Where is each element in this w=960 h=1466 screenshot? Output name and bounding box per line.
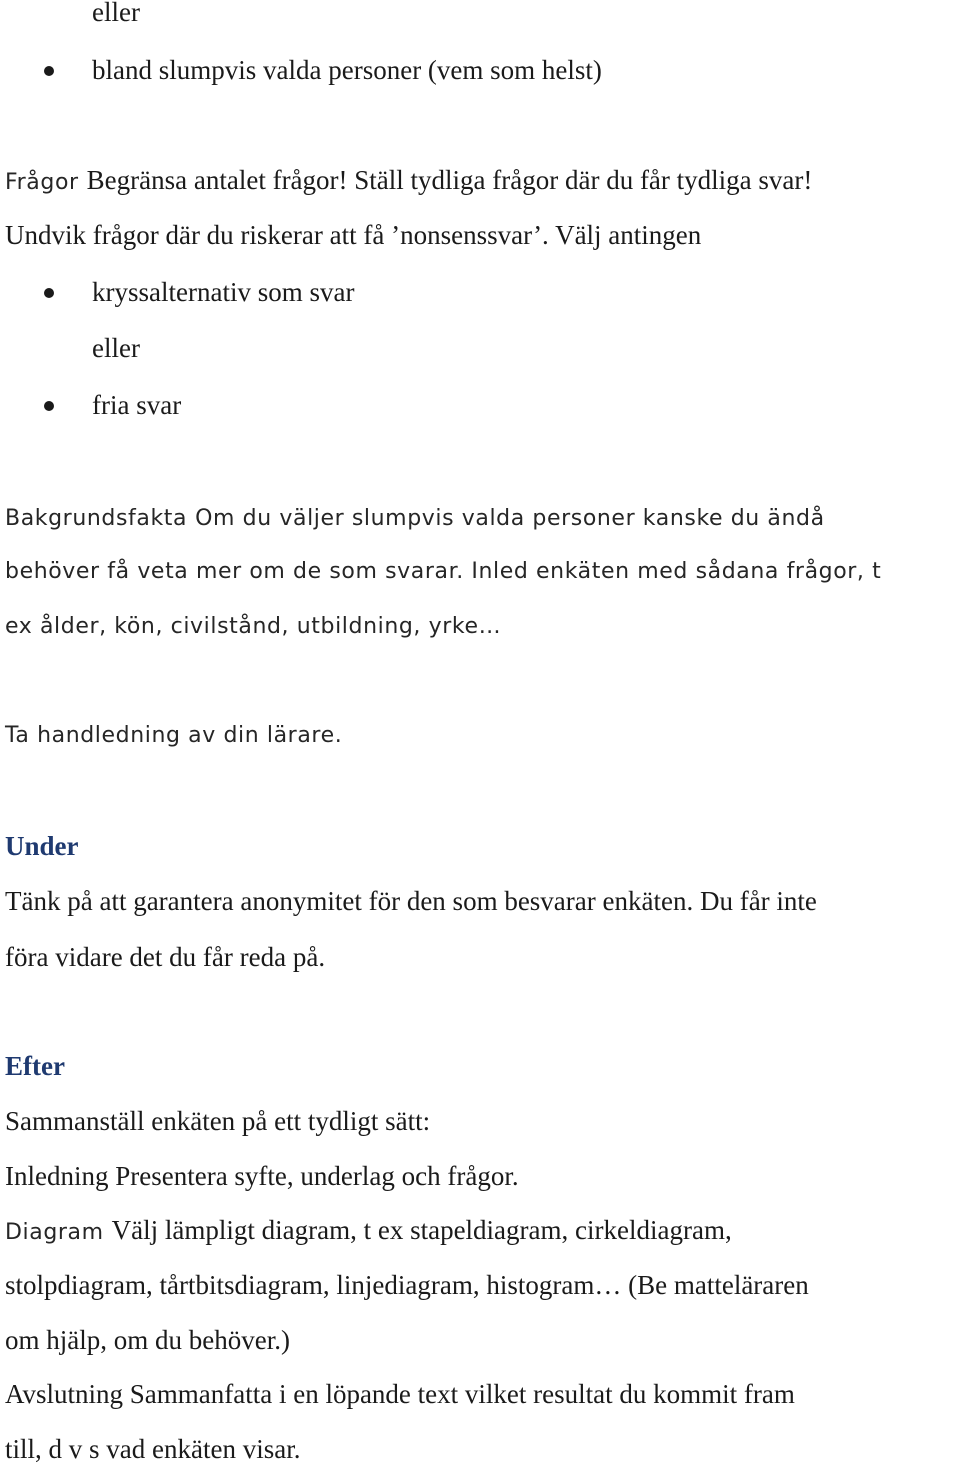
text-efter-line1: Sammanställ enkäten på ett tydligt sätt: (5, 1106, 431, 1136)
text-avslutning: Sammanfatta i en löpande text vilket resultat du kommit fram (129, 1379, 795, 1409)
heading-efter: Efter (5, 1051, 65, 1081)
text-fragor-line2: Undvik frågor där du riskerar att få ’nonsenssvar’. Välj antingen (5, 220, 702, 250)
heading-under: Under (5, 831, 79, 861)
text-avslutning-line2: till, d v s vad enkäten visar. (5, 1434, 301, 1464)
bullet-item-kryss: kryssalternativ som svar (92, 277, 355, 307)
paragraph-inledning (5, 1160, 519, 1192)
text-handledning: Ta handledning av din lärare. (5, 723, 343, 748)
paragraph-avslutning (5, 1378, 795, 1410)
text-bakgrund-line1: Om du väljer slumpvis valda personer kanske du ändå (195, 506, 825, 531)
label-bakgrundsfakta: Bakgrundsfakta (5, 506, 188, 531)
text-eller-2: eller (92, 333, 140, 363)
bullet-item-slumpvis: bland slumpvis valda personer (vem som helst) (92, 55, 602, 85)
bullet-item-fria: fria svar (92, 390, 182, 420)
label-fragor: Frågor (5, 170, 79, 195)
bullet-dot (44, 401, 54, 411)
text-diagram: Välj lämpligt diagram, t ex stapeldiagram, cirkeldiagram, (111, 1215, 732, 1245)
bullet-dot (44, 288, 54, 298)
text-under-line1: Tänk på att garantera anonymitet för den som besvarar enkäten. Du får inte (5, 886, 817, 916)
text-inledning: Presentera syfte, underlag och frågor. (115, 1161, 519, 1191)
paragraph-bakgrund (5, 500, 833, 535)
text-eller-1: eller (92, 0, 140, 27)
label-diagram: Diagram (5, 1220, 104, 1245)
text-fragor: Begränsa antalet frågor! Ställ tydliga frågor där du får tydliga svar! (86, 165, 813, 195)
text-diagram-line2: stolpdiagram, tårtbitsdiagram, linjediagram, histogram… (Be matteläraren (5, 1270, 809, 1300)
text-under-line2: föra vidare det du får reda på. (5, 942, 326, 972)
text-bakgrund-line2: behöver få veta mer om de som svarar. Inled enkäten med sådana frågor, t (5, 559, 882, 584)
bullet-dot (44, 66, 54, 76)
label-inledning: Inledning (5, 1161, 109, 1191)
paragraph-diagram (5, 1214, 732, 1249)
text-diagram-line3: om hjälp, om du behöver.) (5, 1325, 290, 1355)
label-avslutning: Avslutning (5, 1379, 124, 1409)
paragraph-fragor (5, 164, 812, 199)
text-bakgrund-line3: ex ålder, kön, civilstånd, utbildning, yrke… (5, 614, 502, 639)
